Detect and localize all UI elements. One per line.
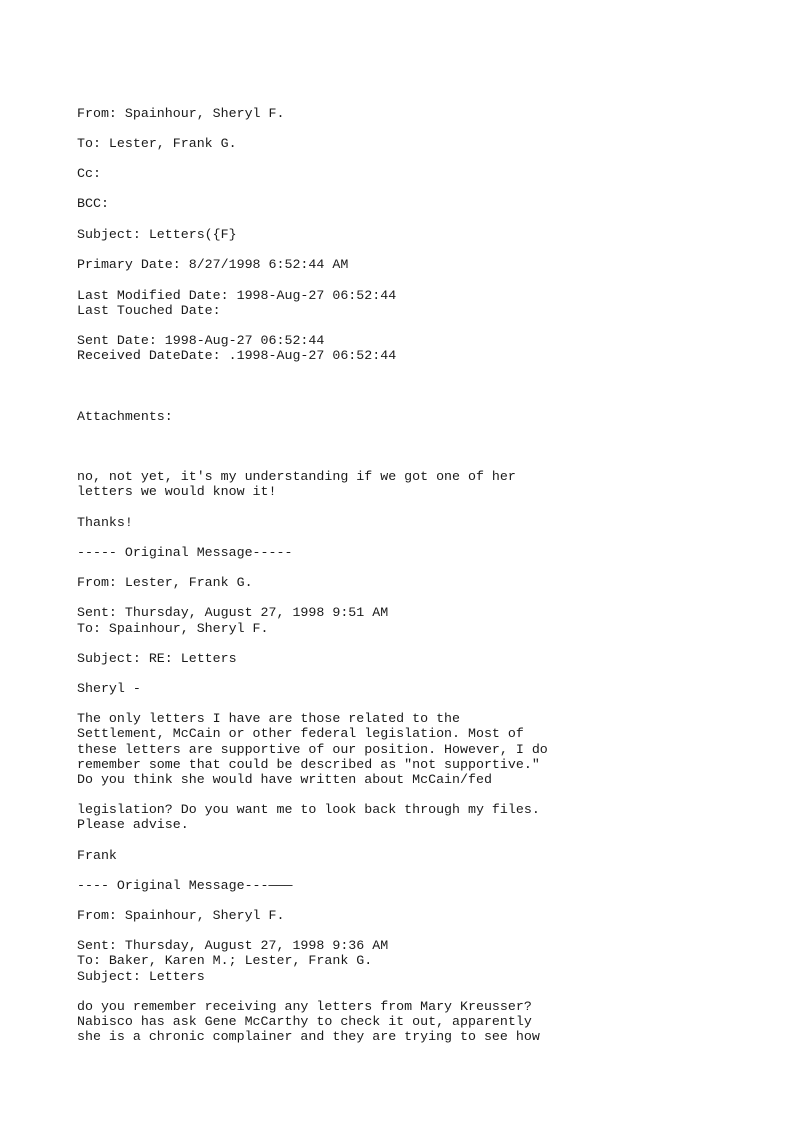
original-1-para-line-7: Please advise.	[77, 817, 189, 832]
header-last-modified-date: Last Modified Date: 1998-Aug-27 06:52:44	[77, 288, 397, 303]
reply-body-line-2: letters we would know it!	[77, 484, 277, 499]
original-1-sent: Sent: Thursday, August 27, 1998 9:51 AM	[77, 605, 389, 620]
original-1-subject: Subject: RE: Letters	[77, 651, 237, 666]
original-1-para-line-2: Settlement, McCain or other federal legislation. Most of	[77, 726, 524, 741]
original-2-to: To: Baker, Karen M.; Lester, Frank G.	[77, 953, 373, 968]
header-received-date: Received DateDate: .1998-Aug-27 06:52:44	[77, 348, 397, 363]
original-2-body-line-1: do you remember receiving any letters from Mary Kreusser?	[77, 999, 532, 1014]
header-last-touched-date: Last Touched Date:	[77, 303, 221, 318]
original-1-para-line-4: remember some that could be described as "not supportive."	[77, 757, 540, 772]
header-to: To: Lester, Frank G.	[77, 136, 237, 151]
original-1-para-line-3: these letters are supportive of our position. However, I do	[77, 742, 548, 757]
original-1-para-line-6: legislation? Do you want me to look back through my files.	[77, 802, 540, 817]
original-2-sent: Sent: Thursday, August 27, 1998 9:36 AM	[77, 938, 389, 953]
original-1-para-line-5: Do you think she would have written about McCain/fed	[77, 772, 492, 787]
original-1-para-line-1: The only letters I have are those related to the	[77, 711, 461, 726]
original-1-greeting: Sheryl -	[77, 681, 141, 696]
original-1-from: From: Lester, Frank G.	[77, 575, 253, 590]
original-message-separator-1: ----- Original Message-----	[77, 545, 293, 560]
reply-body-line-1: no, not yet, it's my understanding if we got one of her	[77, 469, 516, 484]
original-2-subject: Subject: Letters	[77, 969, 205, 984]
header-primary-date: Primary Date: 8/27/1998 6:52:44 AM	[77, 257, 349, 272]
header-cc: Cc:	[77, 166, 101, 181]
original-2-body-line-3: she is a chronic complainer and they are trying to see how	[77, 1029, 540, 1044]
header-subject: Subject: Letters({F}	[77, 227, 237, 242]
header-sent-date: Sent Date: 1998-Aug-27 06:52:44	[77, 333, 325, 348]
original-1-signature: Frank	[77, 848, 117, 863]
original-2-from: From: Spainhour, Sheryl F.	[77, 908, 285, 923]
original-2-body-line-2: Nabisco has ask Gene McCarthy to check it out, apparently	[77, 1014, 532, 1029]
original-1-to: To: Spainhour, Sheryl F.	[77, 621, 269, 636]
header-from: From: Spainhour, Sheryl F.	[77, 106, 285, 121]
header-bcc: BCC:	[77, 196, 109, 211]
header-attachments: Attachments:	[77, 409, 173, 424]
original-message-separator-2: ---- Original Message---———	[77, 878, 293, 893]
reply-thanks: Thanks!	[77, 515, 133, 530]
